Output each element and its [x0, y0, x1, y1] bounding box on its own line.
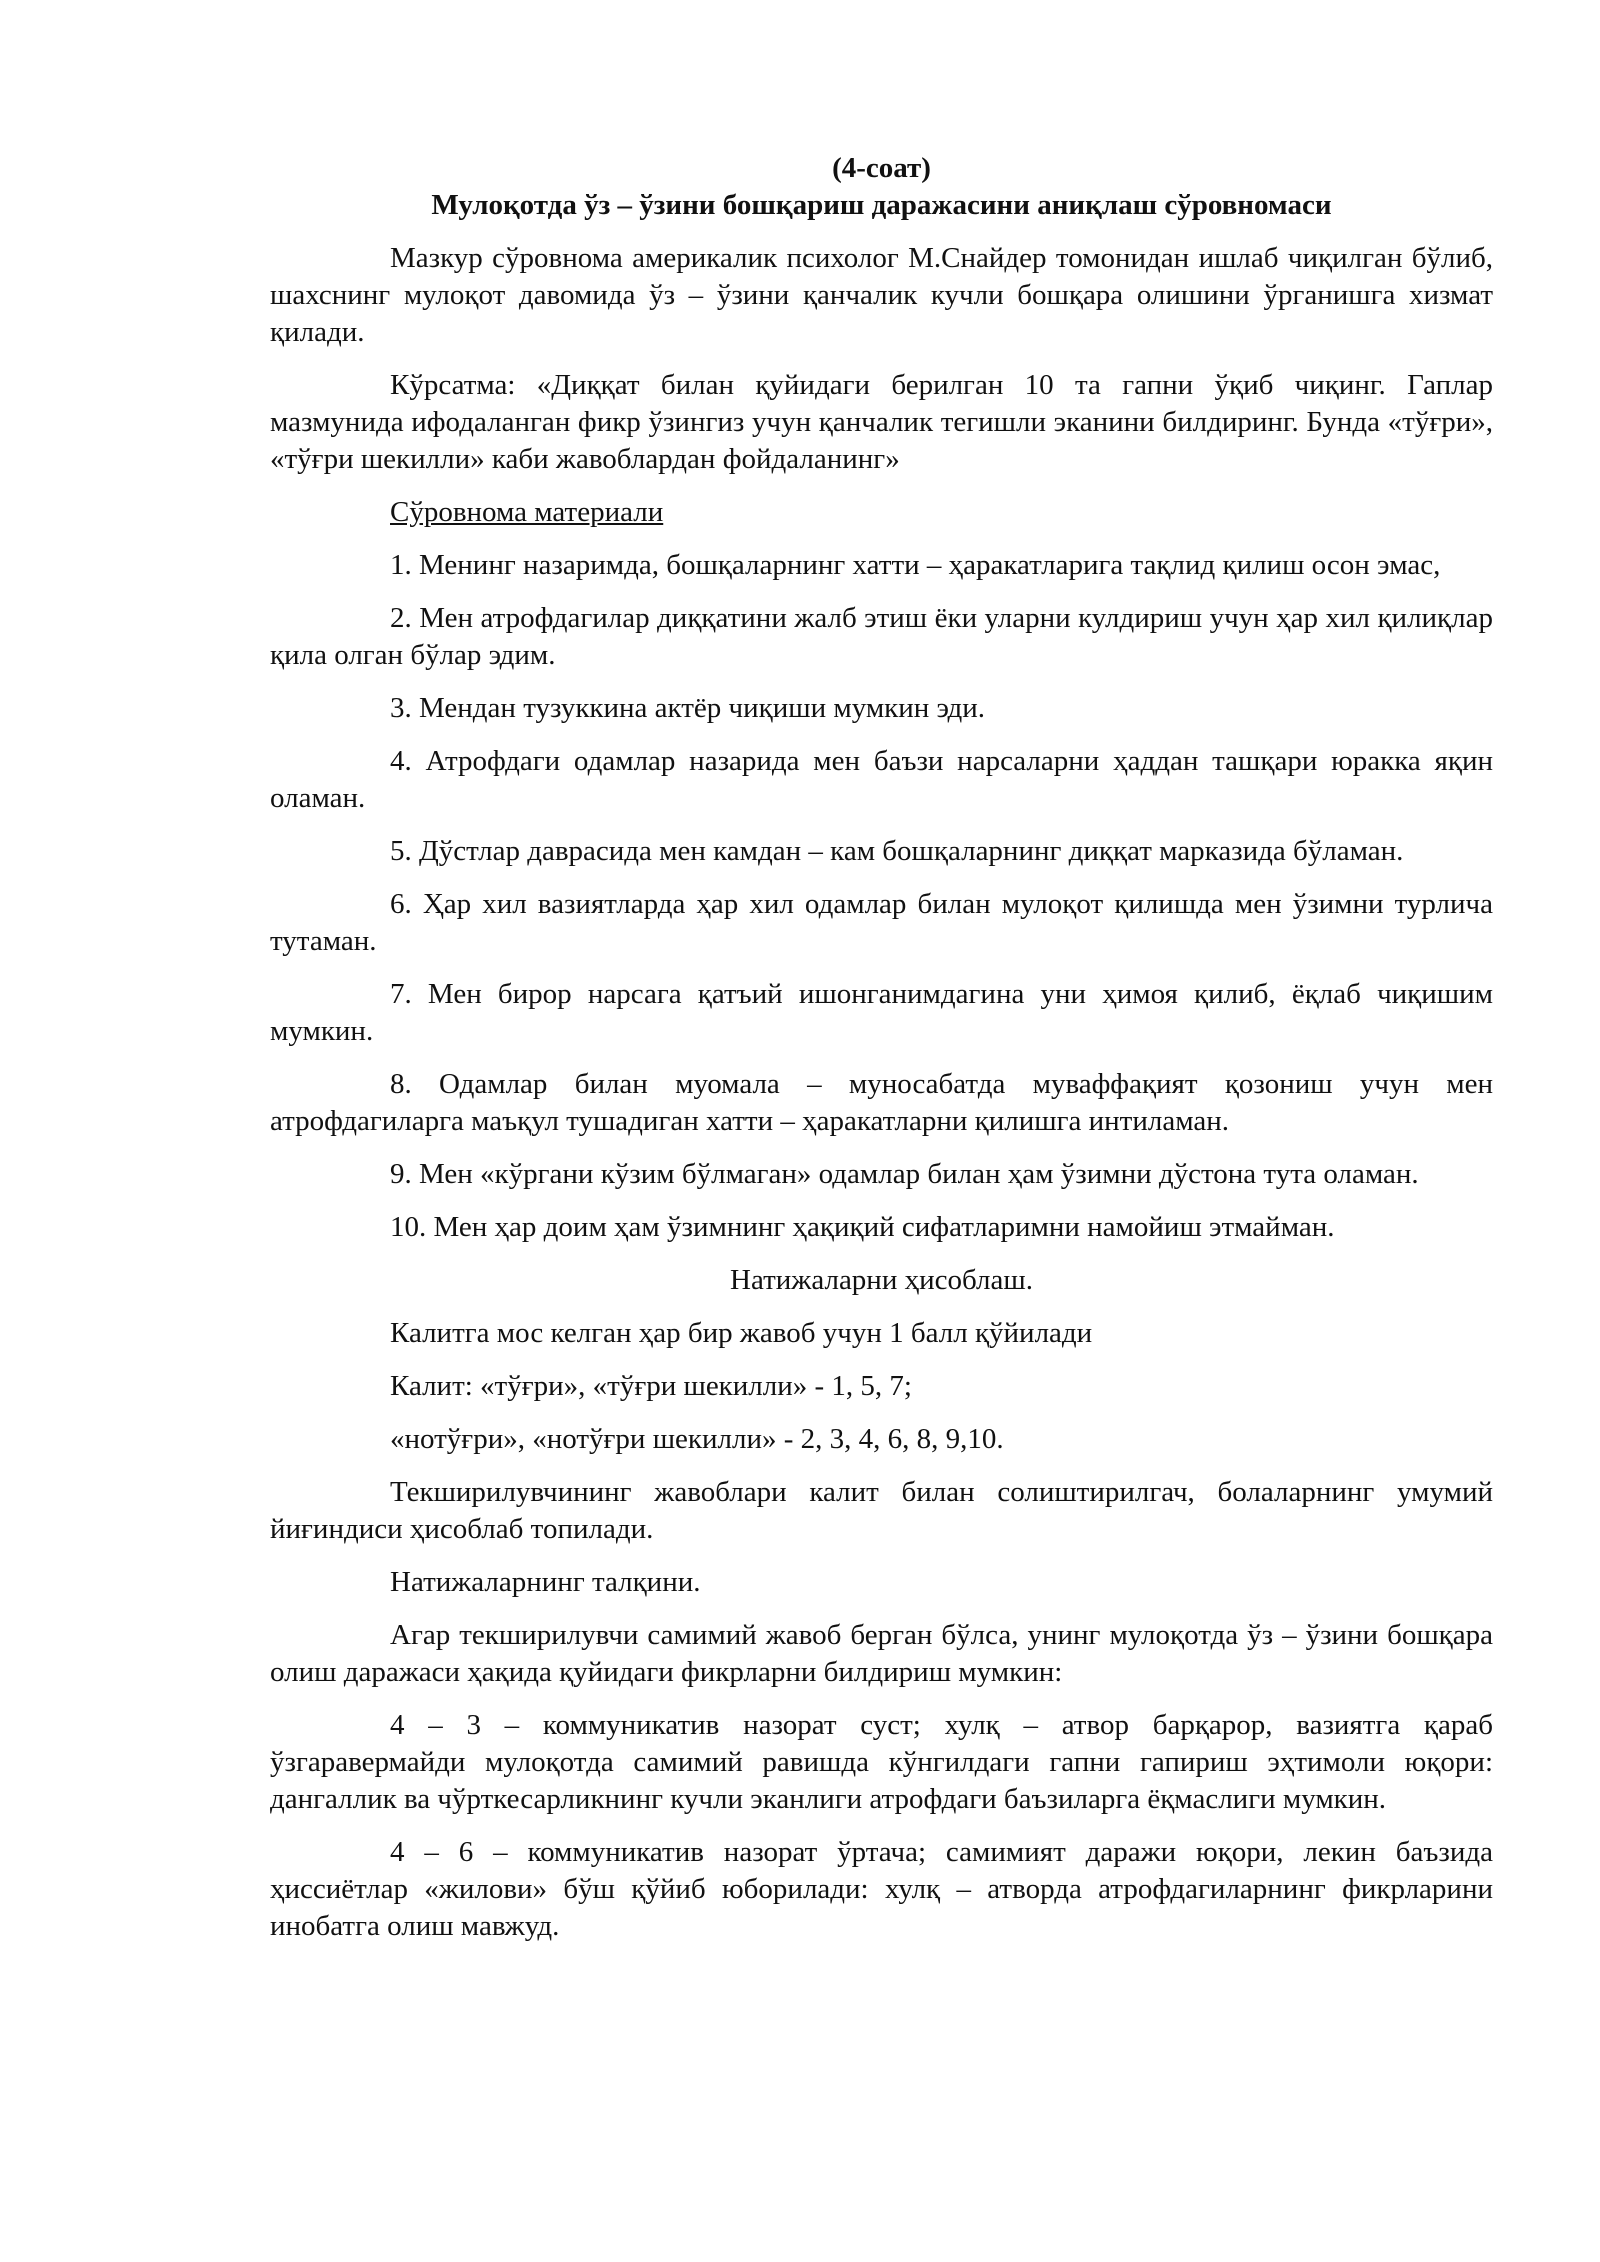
- interpretation-heading: Натижаларнинг талқини.: [390, 1566, 701, 1598]
- key-false: «нотўғри», «нотўғри шекилли» - 2, 3, 4, 6, 8, 9,10.: [390, 1423, 1004, 1455]
- scoring-rule: Калитга мос келган ҳар бир жавоб учун 1 балл қўйилади: [390, 1317, 1093, 1349]
- level-low-paragraph: 4 – 3 – коммуникатив назорат суст; хулқ – атвор барқарор, вазиятга қараб ўзгаравермайди мулоқотда самимий равишда кўнгилдаги гапни гапириш эҳтимоли юқори: дангаллик ва чўрткесарликнинг кучли эканлиги атрофдаги баъзиларга ёқмаслиги мумкин.: [270, 1709, 1493, 1815]
- survey-item-9: 9. Мен «кўргани кўзим бўлмаган» одамлар билан ҳам ўзимни дўстона тута оламан.: [390, 1158, 1419, 1190]
- survey-item-3: 3. Мендан тузуккина актёр чиқиши мумкин эди.: [390, 692, 986, 724]
- survey-item-1: 1. Менинг назаримда, бошқаларнинг хатти – ҳаракатларига тақлид қилиш осон эмас,: [390, 549, 1441, 581]
- survey-item-7: 7. Мен бирор нарсага қатъий ишонганимдагина уни ҳимоя қилиб, ёқлаб чиқишим мумкин.: [270, 978, 1493, 1047]
- survey-item-5: 5. Дўстлар даврасида мен камдан – кам бошқаларнинг диққат марказида бўламан.: [390, 835, 1404, 867]
- materials-heading-text: Сўровнома материали: [390, 496, 664, 528]
- document-title: Мулоқотда ўз – ўзини бошқариш даражасини аниқлаш сўровномаси: [431, 189, 1332, 221]
- instruction-paragraph: Кўрсатма: «Диққат билан қуйидаги берилган 10 та гапни ўқиб чиқинг. Гаплар мазмунида ифодаланган фикр ўзингиз учун қанчалик тегишли эканини билдиринг. Бунда «тўғри», «тўғри шекилли» каби жавоблардан фойдаланинг»: [270, 369, 1493, 475]
- survey-item-10: 10. Мен ҳар доим ҳам ўзимнинг ҳақиқий сифатларимни намойиш этмайман.: [390, 1211, 1335, 1243]
- survey-item-8: 8. Одамлар билан муомала – муносабатда муваффақият қозониш учун мен атрофдагиларга маъқул тушадиган хатти – ҳаракатларни қилишга интиламан.: [270, 1068, 1493, 1137]
- level-mid-paragraph: 4 – 6 – коммуникатив назорат ўртача; самимият даражи юқори, лекин баъзида ҳиссиётлар «жилови» бўш қўйиб юборилади: хулқ – атворда атрофдагиларнинг фикрларини инобатга олиш мавжуд.: [270, 1836, 1493, 1942]
- hour-label: (4-соат): [832, 152, 931, 184]
- materials-heading: [270, 494, 1493, 531]
- survey-item-2: 2. Мен атрофдагилар диққатини жалб этиш ёки уларни кулдириш учун ҳар хил қилиқлар қила олган бўлар эдим.: [270, 602, 1493, 671]
- interpretation-intro: Агар текширилувчи самимий жавоб берган бўлса, унинг мулоқотда ўз – ўзини бошқара олиш даражаси ҳақида қуйидаги фикрларни билдириш мумкин:: [270, 1619, 1493, 1688]
- scoring-sum: Текширилувчининг жавоблари калит билан солиштирилгач, болаларнинг умумий йиғиндиси ҳисоблаб топилади.: [270, 1476, 1493, 1545]
- intro-paragraph: Мазкур сўровнома америкалик психолог М.Снайдер томонидан ишлаб чиқилган бўлиб, шахснинг мулоқот давомида ўз – ўзини қанчалик кучли бошқара олишини ўрганишга хизмат қилади.: [270, 242, 1493, 348]
- survey-item-6: 6. Ҳар хил вазиятларда ҳар хил одамлар билан мулоқот қилишда мен ўзимни турлича тутаман.: [270, 888, 1493, 957]
- key-true: Калит: «тўғри», «тўғри шекилли» - 1, 5, 7;: [390, 1370, 912, 1402]
- survey-item-4: 4. Атрофдаги одамлар назарида мен баъзи нарсаларни ҳаддан ташқари юракка яқин оламан.: [270, 745, 1493, 814]
- scoring-heading: Натижаларни ҳисоблаш.: [730, 1264, 1033, 1296]
